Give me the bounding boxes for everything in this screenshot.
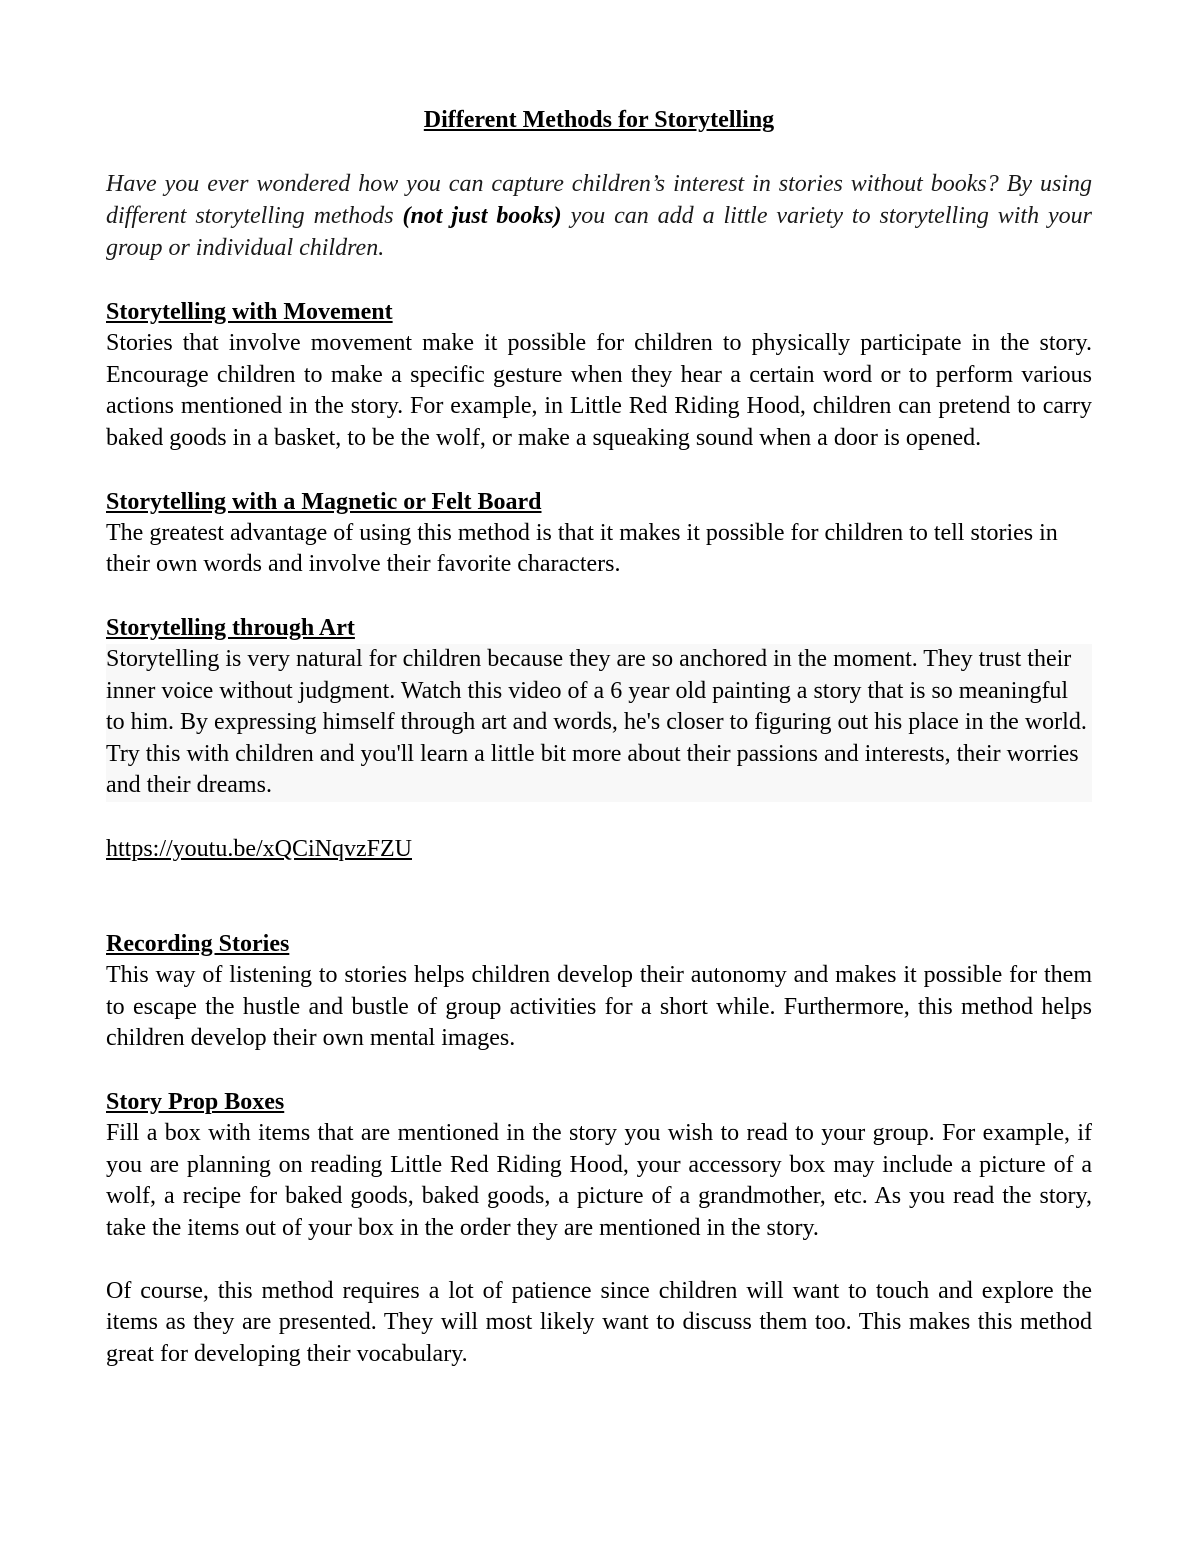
section-heading-movement: Storytelling with Movement	[106, 299, 393, 325]
section-heading-prop-boxes: Story Prop Boxes	[106, 1089, 285, 1115]
section-body-recording: This way of listening to stories helps children develop their autonomy and makes it possible for them to escape the hustle and bustle of group activities for a short while. Furthermore, this method helps children develop their own mental images.	[106, 962, 1092, 1051]
intro-paragraph	[106, 168, 1092, 264]
section-body-art: Storytelling is very natural for children because they are so anchored in the moment. They trust their inner voice without judgment. Watch this video of a 6 year old painting a story that is so meaningful to him. By expressing himself through art and words, he's closer to figuring out his place in the world. Try this with children and you'll learn a little bit more about their passions and interests, their worries and their dreams.	[106, 644, 1092, 802]
section-body-prop-boxes: Fill a box with items that are mentioned in the story you wish to read to your group. For example, if you are planning on reading Little Red Riding Hood, your accessory box may include a picture of a wolf, a recipe for baked goods, baked goods, a picture of a grandmother, etc. As you read the story, take the items out of your box in the order they are mentioned in the story.	[106, 1120, 1092, 1241]
page-title: Different Methods for Storytelling	[423, 107, 775, 133]
section-body-felt-board: The greatest advantage of using this method is that it makes it possible for children to tell stories in their own words and involve their favorite characters.	[106, 519, 1058, 577]
intro-emphasis: (not just books)	[402, 203, 562, 229]
section-body-prop-boxes-2: Of course, this method requires a lot of patience since children will want to touch and explore the items as they are presented. They will most likely want to discuss them too. This makes this method great for developing their vocabulary.	[106, 1277, 1092, 1367]
video-link[interactable]: https://youtu.be/xQCiNqvzFZU	[106, 836, 412, 862]
section-heading-recording: Recording Stories	[106, 931, 290, 957]
section-heading-felt-board: Storytelling with a Magnetic or Felt Board	[106, 488, 542, 515]
intro-text-end: you can add a little variety to storytelling with your group or individual children.	[106, 203, 1092, 261]
section-body-movement: Stories that involve movement make it possible for children to physically participate in the story. Encourage children to make a specific gesture when they hear a certain word or to perform various actions mentioned in the story. For example, in Little Red Riding Hood, children can pretend to carry baked goods in a basket, to be the wolf, or make a squeaking sound when a door is opened.	[106, 330, 1092, 451]
section-heading-art: Storytelling through Art	[106, 615, 355, 641]
document-page	[106, 104, 1092, 1402]
intro-text-start: Have you ever wondered how you can capture children’s interest in stories without books? By using different storytelling methods	[106, 171, 1092, 229]
